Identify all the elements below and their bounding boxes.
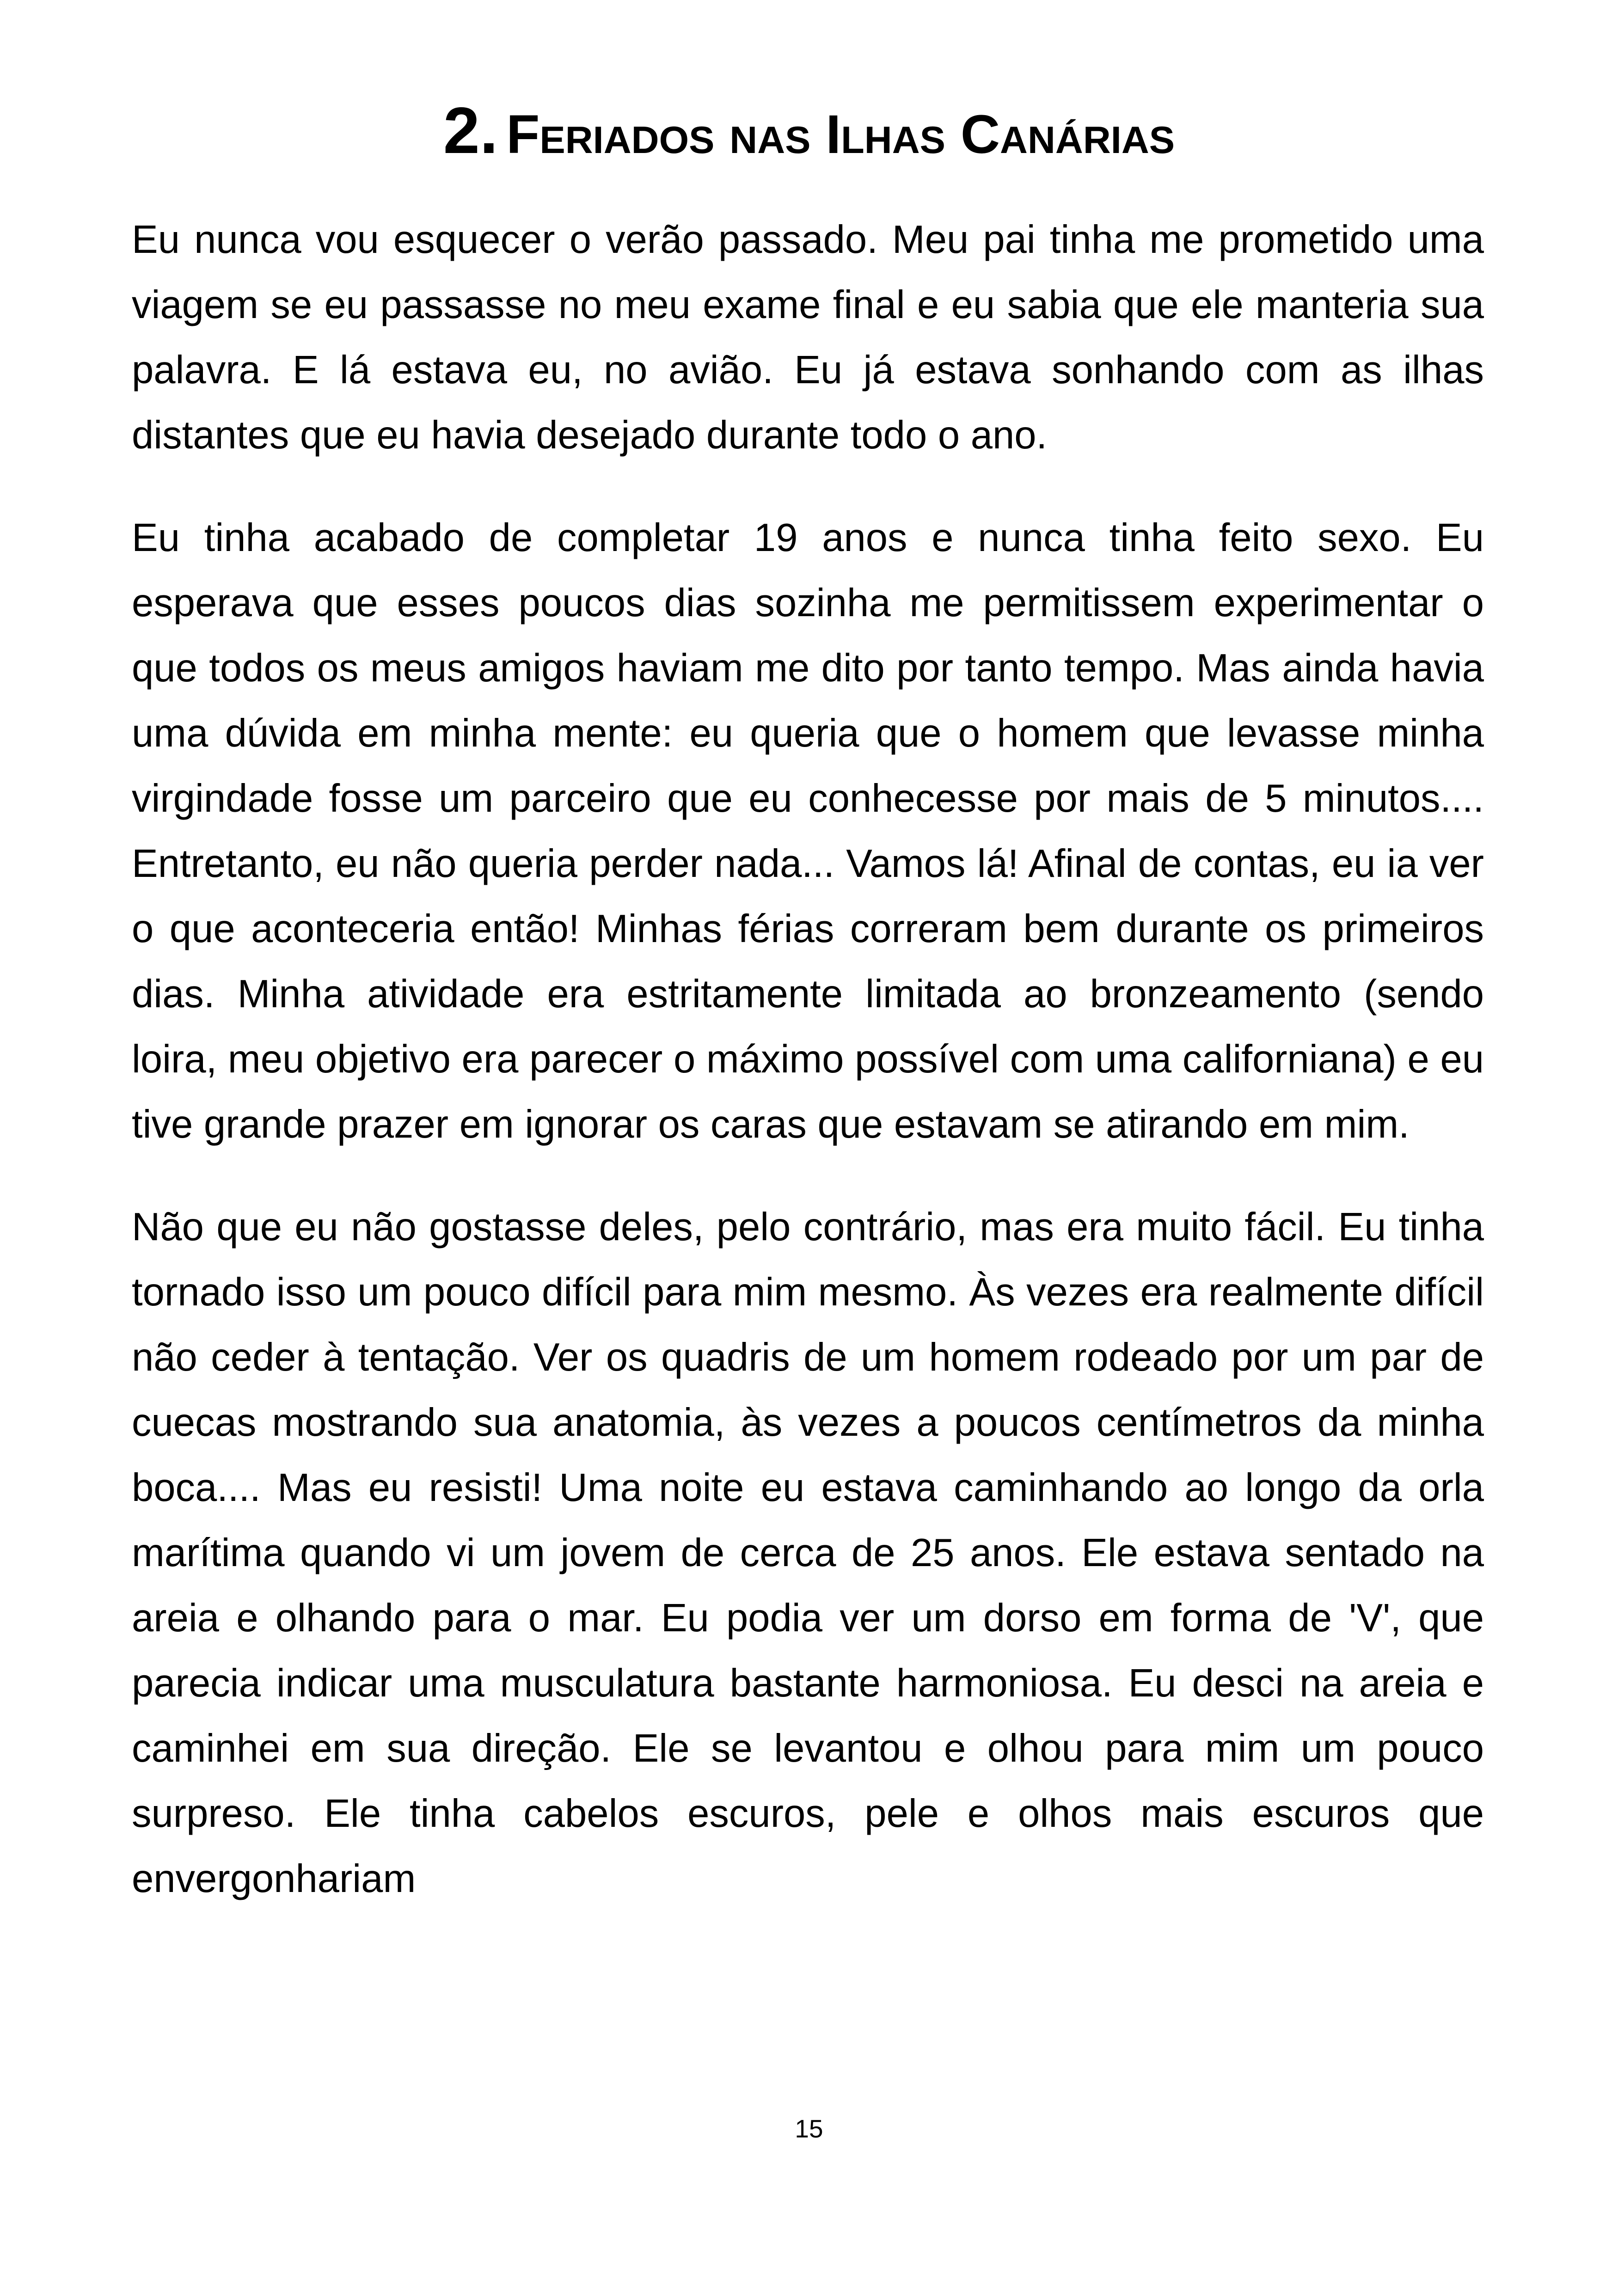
paragraph: Eu nunca vou esquecer o verão passado. Meu pai tinha me prometido uma viagem se eu passasse no meu exame final e eu sabia que ele manteria sua palavra. E lá estava eu, no avião. Eu já estava sonhando com as ilhas distantes que eu havia desejado durante todo o ano. <box>132 218 1484 457</box>
body-text <box>132 207 1484 1949</box>
paragraph: Eu tinha acabado de completar 19 anos e nunca tinha feito sexo. Eu esperava que esses poucos dias sozinha me permitissem experimentar o que todos os meus amigos haviam me dito por tanto tempo. Mas ainda havia uma dúvida em minha mente: eu queria que o homem que levasse minha virgindade fosse um parceiro que eu conhecesse por mais de 5 minutos.... Entretanto, eu não queria perder nada... Vamos lá! Afinal de contas, eu ia ver o que aconteceria então! Minhas férias correram bem durante os primeiros dias. Minha atividade era estritamente limitada ao bronzeamento (sendo loira, meu objetivo era parecer o máximo possível com uma californiana) e eu tive grande prazer em ignorar os caras que estavam se atirando em mim. <box>132 516 1484 1146</box>
chapter-title: Feriados nas Ilhas Canárias <box>506 104 1175 165</box>
page-number: 15 <box>795 2114 823 2143</box>
chapter-heading <box>0 95 1618 167</box>
chapter-number: 2. <box>443 94 498 167</box>
paragraph: Não que eu não gostasse deles, pelo contrário, mas era muito fácil. Eu tinha tornado isso um pouco difícil para mim mesmo. Às vezes era realmente difícil não ceder à tentação. Ver os quadris de um homem rodeado por um par de cuecas mostrando sua anatomia, às vezes a poucos centímetros da minha boca.... Mas eu resisti! Uma noite eu estava caminhando ao longo da orla marítima quando vi um jovem de cerca de 25 anos. Ele estava sentado na areia e olhando para o mar. Eu podia ver um dorso em forma de 'V', que parecia indicar uma musculatura bastante harmoniosa. Eu desci na areia e caminhei em sua direção. Ele se levantou e olhou para mim um pouco surpreso. Ele tinha cabelos escuros, pele e olhos mais escuros que envergonhariam <box>132 1205 1484 1901</box>
